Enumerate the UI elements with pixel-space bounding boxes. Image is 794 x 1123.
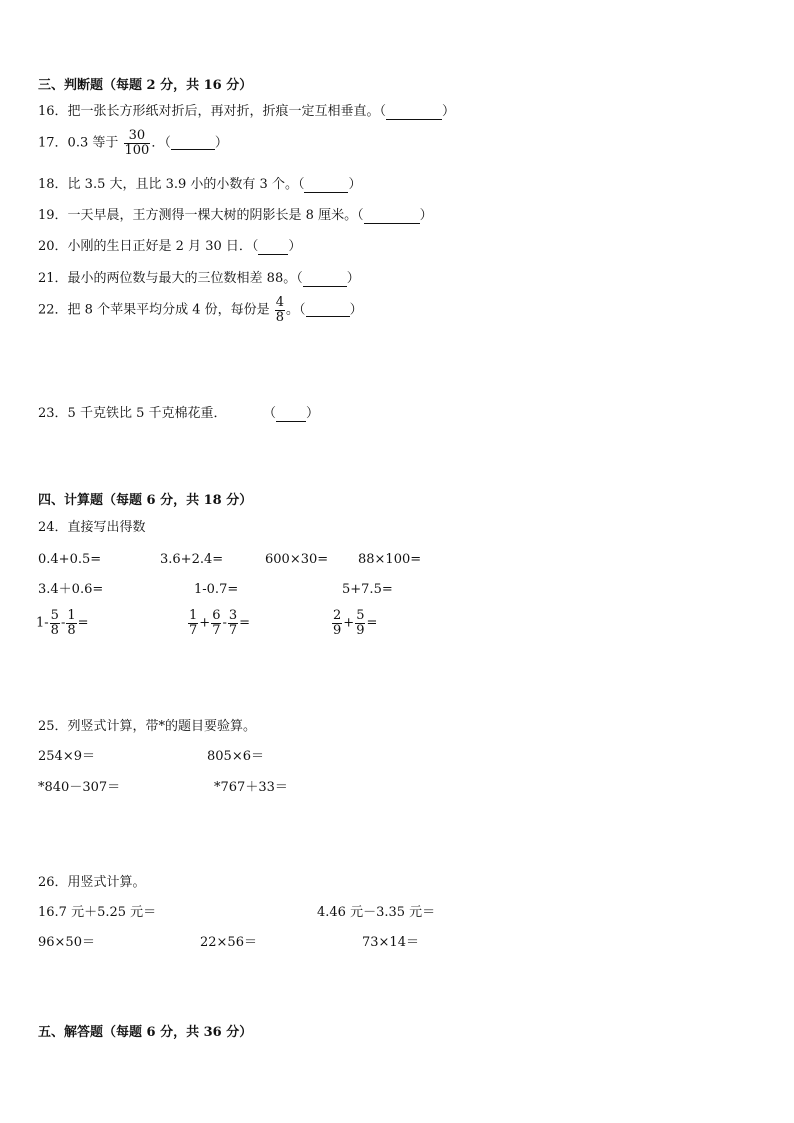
question-22-post: 。（	[286, 302, 306, 318]
question-19-text: 19．一天早晨，王方测得一棵大树的阴影长是 8 厘米。（	[38, 208, 364, 223]
fraction	[66, 609, 76, 638]
question-21-text: 21．最小的两位数与最大的三位数相差 88。（	[38, 271, 303, 286]
answer-blank-23[interactable]	[276, 409, 306, 422]
question-21-close: ）	[346, 271, 360, 286]
fraction-denominator: 8	[50, 623, 59, 638]
fraction-4-8	[275, 296, 285, 325]
fraction-numerator: 5	[356, 608, 365, 623]
expr-equals: =	[366, 615, 378, 631]
calc-item: 96×50＝	[38, 935, 95, 950]
fraction-expression-1	[36, 609, 89, 638]
fraction	[211, 609, 221, 638]
answer-blank-20[interactable]	[258, 242, 288, 255]
expr-operator: -	[222, 615, 227, 631]
calc-item: 88×100=	[358, 552, 422, 567]
fraction-expression-3	[331, 609, 377, 638]
calc-item: 600×30=	[265, 552, 329, 567]
question-22-pre: 22．把 8 个苹果平均分成 4 份，每份是	[38, 302, 270, 318]
section-5-title: 五、解答题（每题 6 分，共 36 分）	[38, 1025, 253, 1040]
calc-item: 1-0.7=	[194, 582, 239, 597]
question-19-close: ）	[419, 208, 433, 223]
fraction-numerator: 30	[124, 129, 151, 144]
question-16-close: ）	[442, 104, 456, 119]
fraction-30-100	[124, 129, 151, 158]
question-20	[38, 239, 301, 255]
question-22-close: ）	[349, 302, 363, 318]
fraction-numerator: 3	[228, 608, 238, 623]
expr-operator: +	[343, 615, 355, 631]
answer-blank-19[interactable]	[364, 211, 420, 224]
expr-equals: =	[239, 615, 251, 631]
calc-item: 22×56＝	[200, 935, 257, 950]
answer-blank-17[interactable]	[171, 137, 215, 150]
question-20-text: 20．小刚的生日正好是 2 月 30 日．（	[38, 239, 259, 254]
calc-item: 254×9＝	[38, 749, 95, 764]
expr-operator: +	[199, 615, 211, 631]
question-23-open: （	[263, 406, 277, 421]
fraction-denominator: 9	[333, 623, 342, 638]
answer-blank-16[interactable]	[386, 107, 442, 120]
answer-blank-18[interactable]	[304, 180, 348, 193]
fraction-denominator: 7	[228, 623, 238, 638]
fraction-numerator: 4	[275, 295, 285, 310]
fraction	[355, 609, 365, 638]
fraction-numerator: 1	[189, 608, 198, 623]
question-22	[38, 296, 363, 325]
question-17-close: ）	[214, 135, 228, 151]
question-23-text: 23．5 千克铁比 5 千克棉花重．	[38, 406, 227, 421]
question-17-post: ．（	[151, 135, 171, 151]
section-4-title: 四、计算题（每题 6 分，共 18 分）	[38, 493, 253, 508]
question-23	[38, 406, 226, 422]
fraction-numerator: 1	[67, 608, 76, 623]
question-16	[38, 104, 455, 120]
expr-lead: 1-	[36, 615, 49, 631]
question-16-text: 16．把一张长方形纸对折后，再对折，折痕一定互相垂直。（	[38, 104, 387, 119]
expr-operator: -	[60, 615, 66, 631]
fraction	[188, 609, 198, 638]
fraction-denominator: 7	[189, 623, 198, 638]
fraction	[228, 609, 238, 638]
calc-item: 73×14＝	[362, 935, 419, 950]
calc-item: 4.46 元－3.35 元＝	[317, 905, 436, 920]
fraction-numerator: 5	[50, 608, 59, 623]
calc-item: 0.4+0.5=	[38, 552, 102, 567]
question-26-title: 26．用竖式计算。	[38, 875, 146, 890]
fraction-denominator: 8	[67, 623, 76, 638]
calc-item: 3.6+2.4=	[160, 552, 224, 567]
question-18-close: ）	[348, 177, 362, 192]
question-25-title: 25．列竖式计算，带*的题目要验算。	[38, 719, 257, 734]
answer-blank-22[interactable]	[306, 304, 350, 317]
answer-blank-21[interactable]	[303, 274, 347, 287]
question-18	[38, 177, 361, 193]
fraction-denominator: 100	[124, 143, 150, 158]
calc-item: 5+7.5=	[342, 582, 393, 597]
fraction-denominator: 8	[275, 310, 285, 325]
fraction	[50, 609, 60, 638]
fraction-expression-2	[187, 609, 250, 638]
question-21	[38, 271, 360, 287]
calc-item: 16.7 元＋5.25 元＝	[38, 905, 157, 920]
fraction	[332, 609, 342, 638]
section-3-title: 三、判断题（每题 2 分，共 16 分）	[38, 78, 253, 93]
fraction-numerator: 2	[333, 608, 342, 623]
question-17-pre: 17．0.3 等于	[38, 135, 119, 151]
question-20-close: ）	[288, 239, 302, 254]
calc-item: 805×6＝	[207, 749, 264, 764]
calc-item: 3.4＋0.6=	[38, 582, 104, 597]
calc-item: *840－307＝	[38, 780, 121, 795]
question-24-title: 24．直接写出得数	[38, 520, 146, 535]
question-23-answer	[263, 406, 319, 422]
fraction-numerator: 6	[212, 608, 221, 623]
question-23-close: ）	[306, 406, 320, 421]
question-19	[38, 208, 433, 224]
calc-item: *767＋33＝	[214, 780, 288, 795]
expr-equals: =	[77, 615, 89, 631]
question-17	[38, 129, 228, 158]
question-18-text: 18．比 3.5 大，且比 3.9 小的小数有 3 个。（	[38, 177, 305, 192]
fraction-denominator: 9	[356, 623, 365, 638]
fraction-denominator: 7	[212, 623, 221, 638]
